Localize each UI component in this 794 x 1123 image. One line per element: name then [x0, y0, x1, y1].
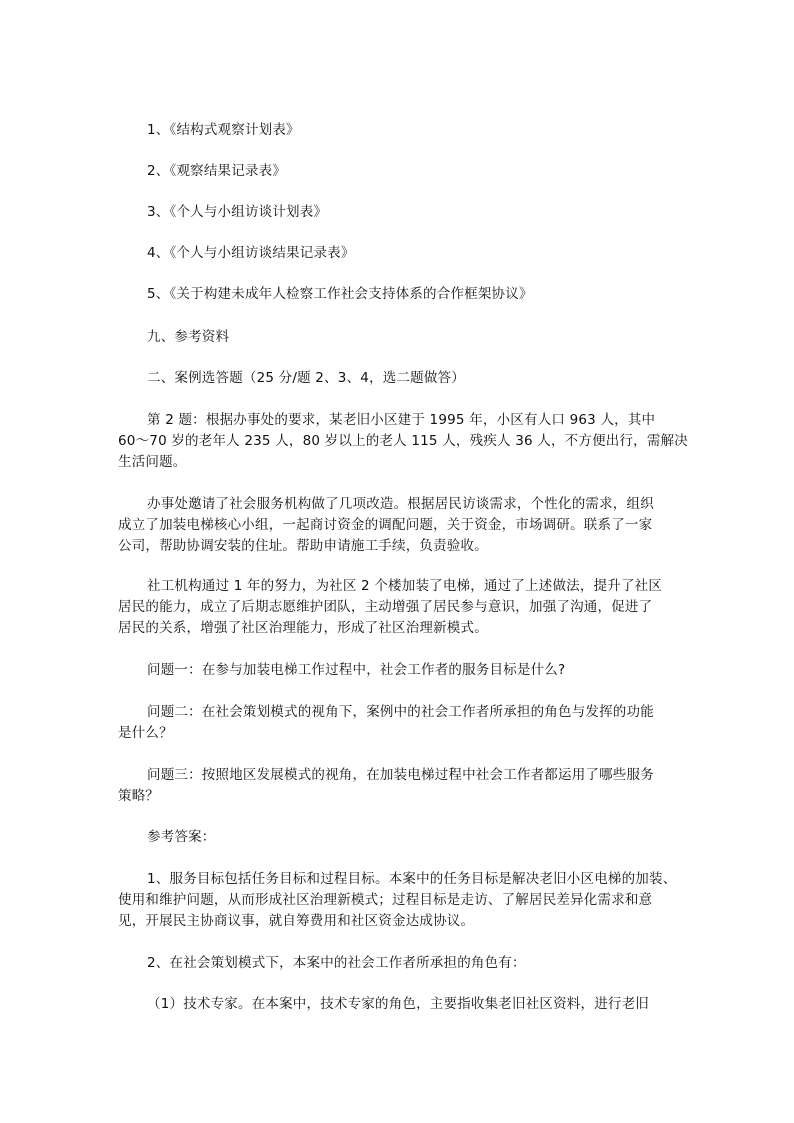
answers-heading: 参考答案： [147, 829, 216, 845]
case-paragraph-2-line-2: 成立了加装电梯核心小组，一起商讨资金的调配问题，关于资金，市场调研。联系了一家 [118, 517, 653, 533]
question-3-line-2: 策略？ [118, 788, 160, 804]
question-2-line-1: 问题二：在社会策划模式的视角下，案例中的社会工作者所承担的角色与发挥的功能 [147, 704, 654, 720]
attachment-item-1: 1、《结构式观察计划表》 [147, 122, 300, 138]
answer-1-line-1: 1、服务目标包括任务目标和过程目标。本案中的任务目标是解决老旧小区电梯的加装、 [147, 871, 677, 887]
section-heading-two: 二、案例选答题（25 分/题 2、3、4，选二题做答） [147, 370, 465, 386]
question-2-line-2: 是什么？ [118, 725, 173, 741]
case-paragraph-3-line-1: 社工机构通过 1 年的努力，为社区 2 个楼加装了电梯，通过了上述做法，提升了社区 [147, 578, 663, 594]
answer-2-intro: 2、在社会策划模式下，本案中的社会工作者所承担的角色有： [147, 955, 526, 971]
attachment-item-2: 2、《观察结果记录表》 [147, 163, 287, 179]
case-paragraph-3-line-2: 居民的能力，成立了后期志愿维护团队，主动增强了居民参与意识，加强了沟通，促进了 [118, 599, 653, 615]
case-paragraph-1-line-2: 60～70 岁的老年人 235 人，80 岁以上的老人 115 人，残疾人 36 人，不方便出行，需解决 [118, 433, 688, 449]
question-1: 问题一：在参与加装电梯工作过程中，社会工作者的服务目标是什么? [147, 662, 566, 678]
case-paragraph-2-line-1: 办事处邀请了社会服务机构做了几项改造。根据居民访谈需求，个性化的需求，组织 [147, 496, 654, 512]
section-heading-nine: 九、参考资料 [147, 329, 230, 345]
case-paragraph-3-line-3: 居民的关系，增强了社区治理能力，形成了社区治理新模式。 [118, 620, 488, 636]
answer-2-role-1: （1）技术专家。在本案中，技术专家的角色，主要指收集老旧社区资料，进行老旧 [147, 996, 649, 1012]
attachment-item-4: 4、《个人与小组访谈结果记录表》 [147, 245, 355, 261]
attachment-item-3: 3、《个人与小组访谈计划表》 [147, 204, 328, 220]
answer-1-line-3: 见，开展民主协商议事，就自筹费用和社区资金达成协议。 [118, 913, 475, 929]
answer-1-line-2: 使用和维护问题，从而形成社区治理新模式；过程目标是走访、了解居民差异化需求和意 [118, 892, 653, 908]
case-paragraph-1-line-1: 第 2 题：根据办事处的要求，某老旧小区建于 1995 年，小区有人口 963 人，其中 [147, 412, 656, 428]
attachment-item-5: 5、《关于构建未成年人检察工作社会支持体系的合作框架协议》 [147, 286, 533, 302]
case-paragraph-1-line-3: 生活问题。 [118, 454, 187, 470]
question-3-line-1: 问题三：按照地区发展模式的视角，在加装电梯过程中社会工作者都运用了哪些服务 [147, 767, 654, 783]
case-paragraph-2-line-3: 公司，帮助协调安装的住址。帮助申请施工手续，负责验收。 [118, 538, 488, 554]
